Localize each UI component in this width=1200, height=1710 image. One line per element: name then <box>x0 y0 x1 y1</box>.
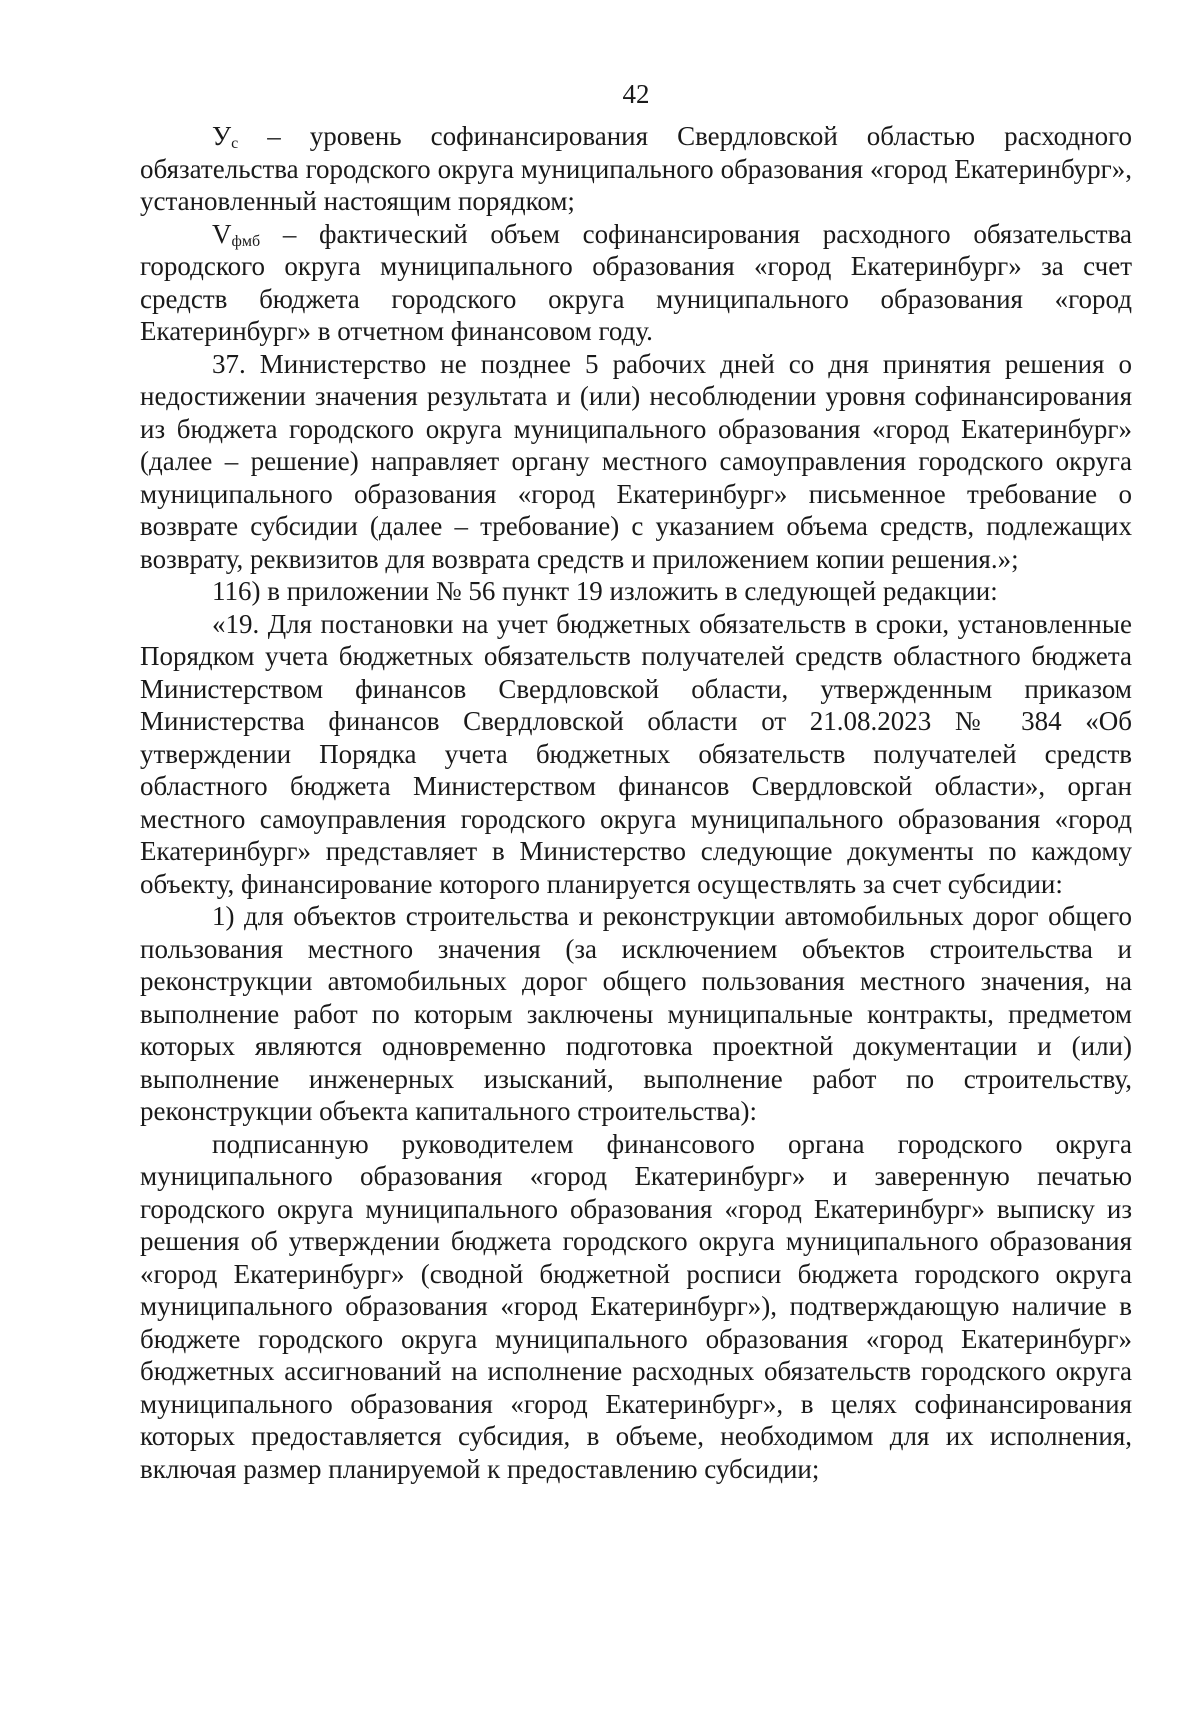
paragraph-text: – фактический объем софинансирования расходного обязательства городского округа муниципального образования «город Екатеринбург» за счет средств бюджета городского округа муниципального образования «город Екатеринбург» в отчетном финансовом году. <box>140 218 1132 346</box>
paragraph-item-19: «19. Для постановки на учет бюджетных обязательств в сроки, установленные Порядком учета бюджетных обязательств получателей средств областного бюджета Министерством финансов Свердловской области, утвержденным приказом Министерства финансов Свердловской области от 21.08.2023 № 384 «Об утверждении Порядка учета бюджетных обязательств получателей средств областного бюджета Министерством финансов Свердловской области», орган местного самоуправления городского округа муниципального образования «город Екатеринбург» представляет в Министерство следующие документы по каждому объекту, финансирование которого планируется осуществлять за счет субсидии: <box>140 608 1132 899</box>
symbol-u: У <box>212 121 232 151</box>
symbol-v: V <box>212 218 232 249</box>
paragraph-item-37: 37. Министерство не позднее 5 рабочих дней со дня принятия решения о недостижении значения результата и (или) несоблюдении уровня софинансирования из бюджета городского округа муниципального образования «город Екатеринбург» (далее – решение) направляет органу местного самоуправления городского округа муниципального образования «город Екатеринбург» письменное требование о возврате субсидии (далее – требование) с указанием объема средств, подлежащих возврату, реквизитов для возврата средств и приложением копии решения.»; <box>140 348 1132 574</box>
paragraph-text: – уровень софинансирования Свердловской областью расходного обязательства городского округа муниципального образования «город Екатеринбург», установленный настоящим порядком; <box>140 121 1132 216</box>
paragraph-uc-definition <box>140 120 1132 218</box>
symbol-u-subscript: с <box>231 135 239 152</box>
paragraph-item-116: 116) в приложении № 56 пункт 19 изложить в следующей редакции: <box>212 576 998 606</box>
document-body <box>140 120 1132 1485</box>
symbol-v-subscript: фмб <box>231 232 261 250</box>
paragraph-signed-extract: подписанную руководителем финансового органа городского округа муниципального образования «город Екатеринбург» и заверенную печатью городского округа муниципального образования «город Екатеринбург» выписку из решения об утверждении бюджета городского округа муниципального образования «город Екатеринбург» (сводной бюджетной росписи бюджета городского округа муниципального образования «город Екатеринбург»), подтверждающую наличие в бюджете городского округа муниципального образования «город Екатеринбург» бюджетных ассигнований на исполнение расходных обязательств городского округа муниципального образования «город Екатеринбург», в целях софинансирования которых предоставляется субсидия, в объеме, необходимом для их исполнения, включая размер планируемой к предоставлению субсидии; <box>140 1128 1132 1484</box>
paragraph-subitem-1: 1) для объектов строительства и реконструкции автомобильных дорог общего пользования местного значения (за исключением объектов строительства и реконструкции автомобильных дорог общего пользования местного значения, на выполнение работ по которым заключены муниципальные контракты, предметом которых являются одновременно подготовка проектной документации и (или) выполнение инженерных изысканий, выполнение работ по строительству, реконструкции объекта капитального строительства): <box>140 901 1132 1126</box>
paragraph-vfmb-definition <box>140 218 1132 348</box>
page-number: 42 <box>622 79 650 109</box>
